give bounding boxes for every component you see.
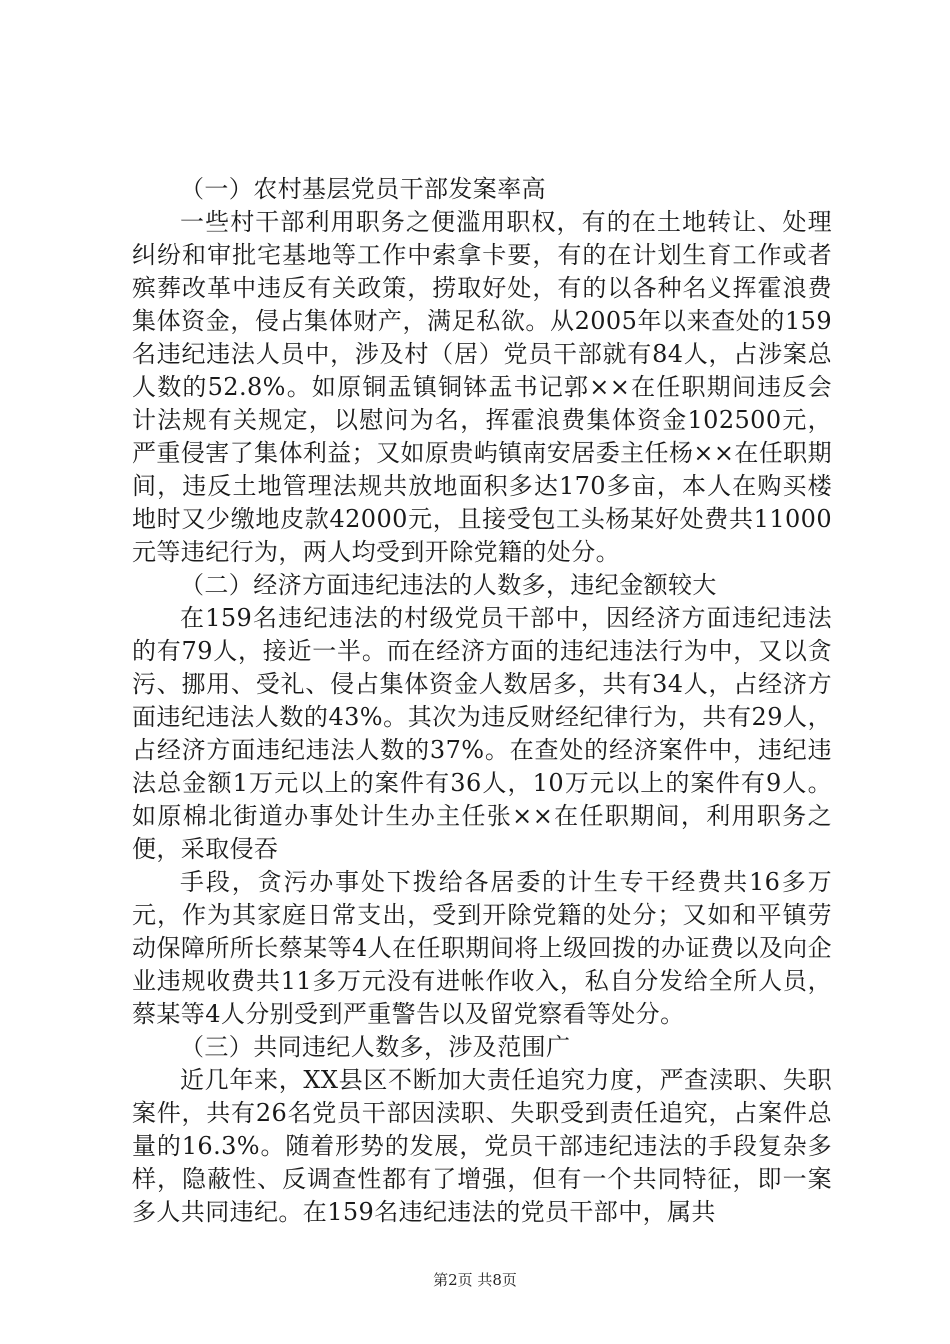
- page-footer: 第2页 共8页: [433, 1271, 517, 1289]
- document-body: [132, 173, 832, 1229]
- paragraph-1: 一些村干部利用职务之便滥用职权，有的在土地转让、处理纠纷和审批宅基地等工作中索拿卡要，有的在计划生育工作或者殡葬改革中违反有关政策，捞取好处，有的以各种名义挥霍浪费集体资金，侵占集体财产，满足私欲。从2005年以来查处的159名违纪违法人员中，涉及村（居）党员干部就有84人，占涉案总人数的52.8%。如原铜盂镇铜钵盂书记郭××在任职期间违反会计法规有关规定，以慰问为名，挥霍浪费集体资金102500元，严重侵害了集体利益；又如原贵屿镇南安居委主任杨××在任职期间，违反土地管理法规共放地面积多达170多亩，本人在购买楼地时又少缴地皮款42000元，且接受包工头杨某好处费共11000元等违纪行为，两人均受到开除党籍的处分。: [132, 208, 832, 566]
- section-heading-3: （三）共同违纪人数多，涉及范围广: [180, 1033, 571, 1061]
- paragraph-4: 近几年来，XX县区不断加大责任追究力度，严查渎职、失职案件，共有26名党员干部因渎职、失职受到责任追究，占案件总量的16.3%。随着形势的发展，党员干部违纪违法的手段复杂多样，隐蔽性、反调查性都有了增强，但有一个共同特征，即一案多人共同违纪。在159名违纪违法的党员干部中，属共: [132, 1066, 832, 1226]
- paragraph-3: 手段，贪污办事处下拨给各居委的计生专干经费共16多万元，作为其家庭日常支出，受到开除党籍的处分；又如和平镇劳动保障所所长蔡某等4人在任职期间将上级回拨的办证费以及向企业违规收费共11多万元没有进帐作收入，私自分发给全所人员，蔡某等4人分别受到严重警告以及留党察看等处分。: [132, 868, 832, 1028]
- paragraph-2: 在159名违纪违法的村级党员干部中，因经济方面违纪违法的有79人，接近一半。而在经济方面的违纪违法行为中，又以贪污、挪用、受礼、侵占集体资金人数居多，共有34人，占经济方面违纪违法人数的43%。其次为违反财经纪律行为，共有29人，占经济方面违纪违法人数的37%。在查处的经济案件中，违纪违法总金额1万元以上的案件有36人，10万元以上的案件有9人。如原棉北街道办事处计生办主任张××在任职期间，利用职务之便，采取侵吞: [132, 604, 832, 863]
- section-heading-2: （二）经济方面违纪违法的人数多，违纪金额较大: [180, 571, 717, 599]
- section-heading-1: （一）农村基层党员干部发案率高: [180, 175, 546, 203]
